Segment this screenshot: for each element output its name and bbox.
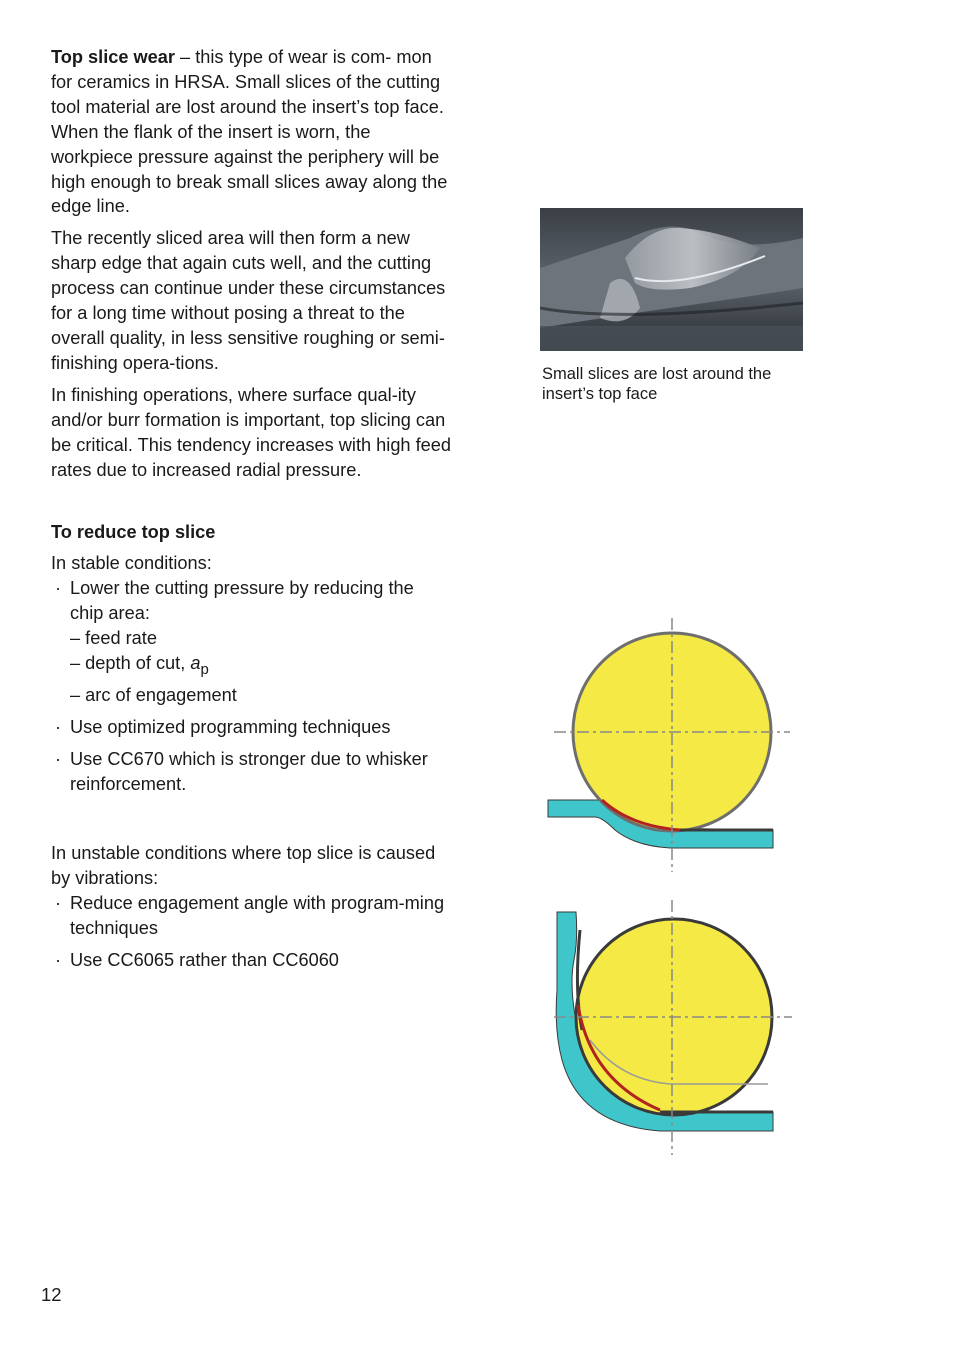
stable-intro: In stable conditions: [51,553,212,574]
unstable-list [51,891,451,973]
wear-photo [540,208,803,351]
list-item [51,576,451,708]
list-item: · Reduce engagement angle with program-ming techniques [51,891,451,941]
photo-caption: Small slices are lost around the insert’s top face [542,365,772,403]
list-item: · Use CC670 which is stronger due to whisker reinforcement. [51,747,451,797]
intro-paragraph [51,45,451,219]
list-item [70,651,451,683]
paragraph-3: In finishing operations, where surface qual-ity and/or burr formation is important, top slicing can be critical. This tendency increases with high feed rates due to increased radial pressure. [51,384,452,480]
unstable-engagement-figure [554,900,792,1155]
list-item: – feed rate [70,628,157,649]
paragraph-2: The recently sliced area will then form a new sharp edge that again cuts well, and the cutting process can continue under these circumstances for a long time without posing a threat to the overall quality, in less sensitive roughing or semi-finishing opera-tions. [51,228,446,373]
sub-list [70,626,451,708]
top-slice-diagram [540,610,810,1170]
bullet-text: Lower the cutting pressure by reducing the chip area: [70,578,414,624]
term-top-slice-wear: Top slice wear [51,47,175,67]
list-item: · Use optimized programming techniques [51,715,451,740]
unstable-intro: In unstable conditions where top slice is caused by vibrations: [51,843,436,889]
spacer [51,803,451,841]
stable-engagement-figure [548,618,790,872]
subscript-p: p [200,660,209,678]
dash-text: – depth of cut, [70,652,191,673]
intro-text: – this type of wear is com- mon for ceramics in HRSA. Small slices of the cutting tool material are lost around the insert’s top face. When the flank of the insert is worn, the workpiece pressure against the periphery will be high enough to break small slices away along the edge line. [51,47,448,217]
list-item: – arc of engagement [70,684,237,705]
stable-list [51,576,451,796]
variable-a: a [190,652,201,673]
list-item: · Use CC6065 rather than CC6060 [51,948,451,973]
text-column [51,45,451,980]
page-number: 12 [41,1284,62,1305]
section-title: To reduce top slice [51,522,216,543]
